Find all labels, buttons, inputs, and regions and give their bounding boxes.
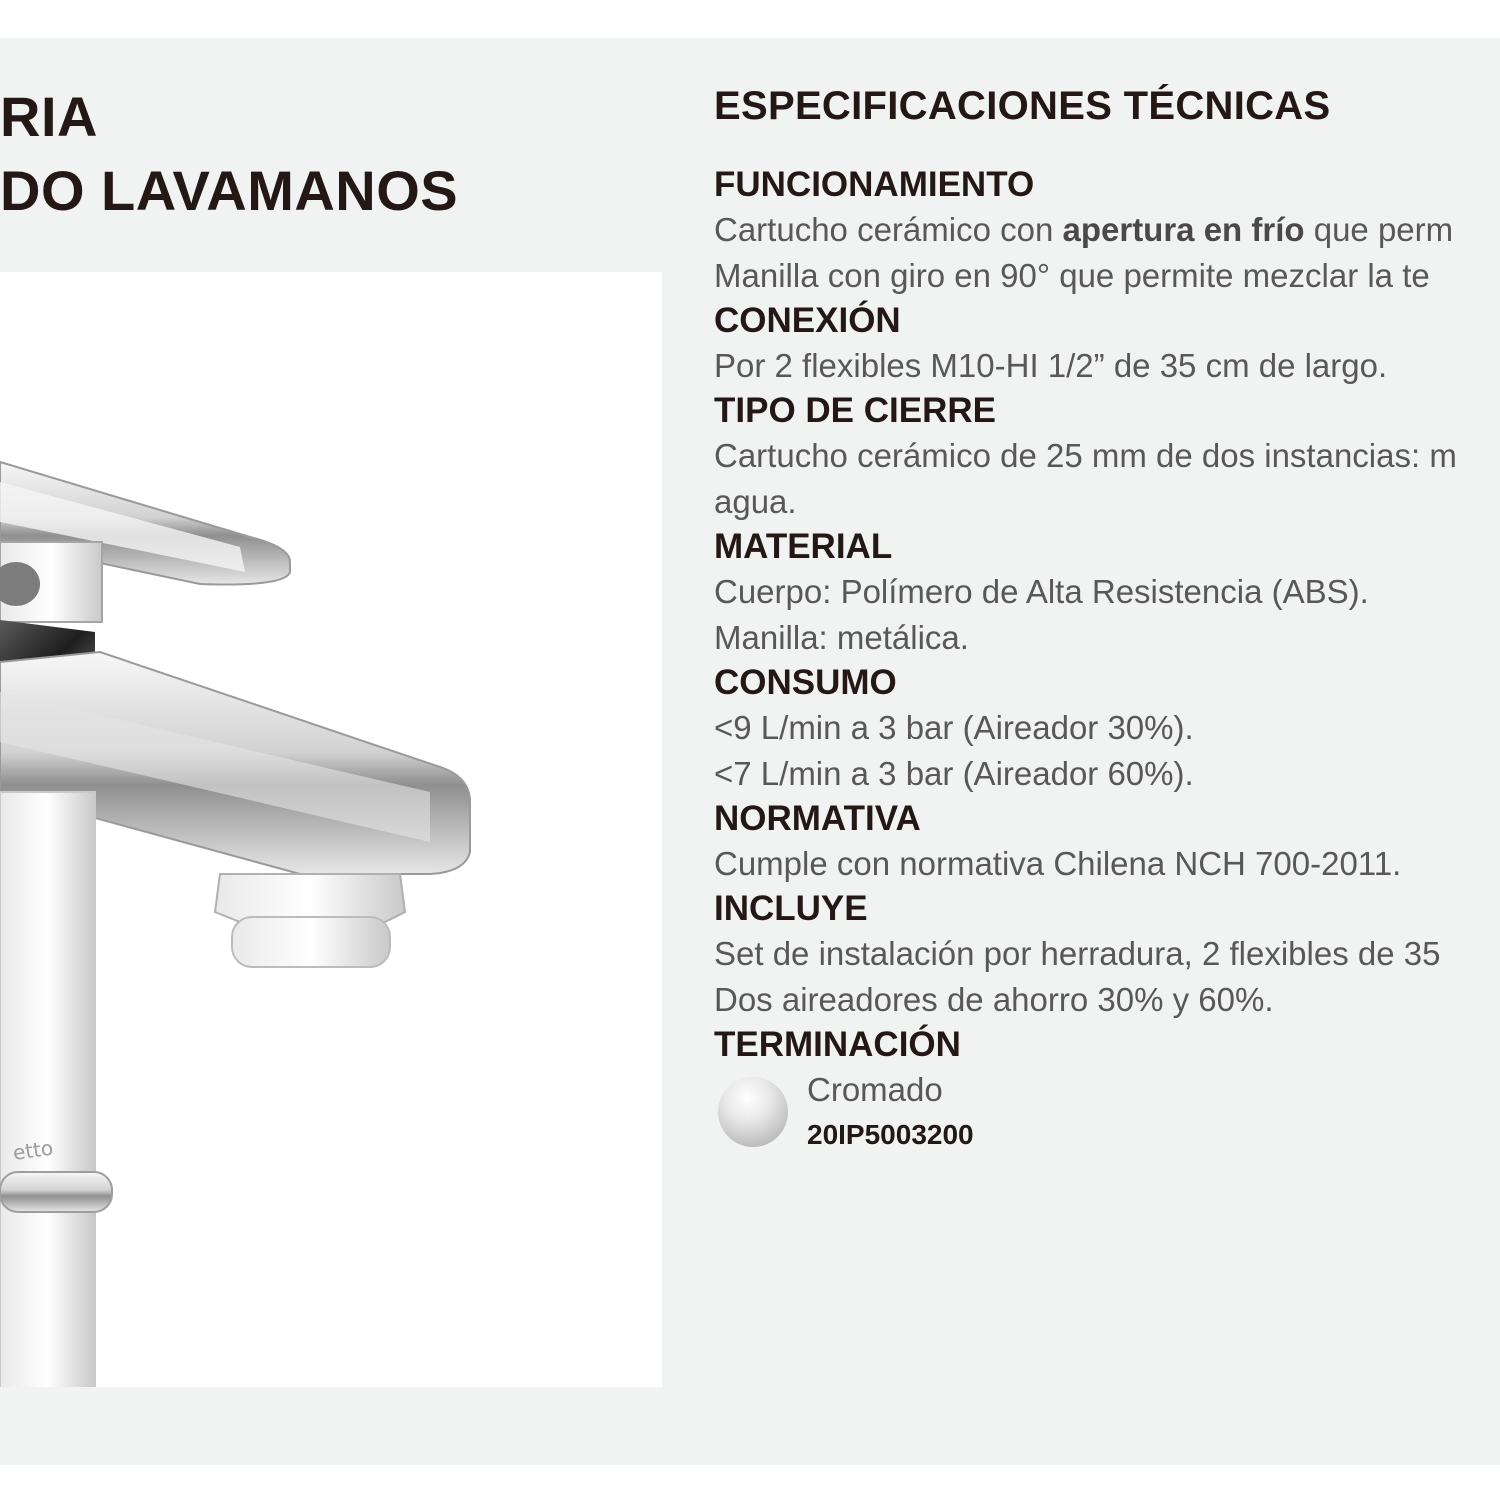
normativa-line-1: Cumple con normativa Chilena NCH 700-2011. [714,845,1402,882]
incluye-line-2: Dos aireadores de ahorro 30% y 60%. [714,981,1274,1018]
funcionamiento-line-1 [714,207,1500,253]
section-heading-consumo: CONSUMO [714,663,897,702]
tipo-cierre-line-1: Cartucho cerámico de 25 mm de dos instancias: m [714,437,1457,474]
tipo-cierre-line-2: agua. [714,483,797,520]
material-line-2: Manilla: metálica. [714,619,969,656]
incluye-line-1: Set de instalación por herradura, 2 flexibles de 35 [714,935,1441,972]
finish-code: 20IP5003200 [807,1119,974,1150]
brand-text: etto [11,1135,55,1165]
finish-option [714,1067,1500,1167]
section-heading-normativa: NORMATIVA [714,799,921,838]
section-heading-material: MATERIAL [714,527,893,566]
funcionamiento-highlight: apertura en frío [1062,211,1305,248]
technical-specifications [714,84,1500,1204]
chrome-swatch-icon [718,1077,788,1147]
funcionamiento-text-cont: que perm [1304,211,1454,248]
section-heading-terminacion: TERMINACIÓN [714,1025,961,1064]
product-photo [0,272,662,1387]
consumo-line-1: <9 L/min a 3 bar (Aireador 30%). [714,709,1194,746]
specs-title: ESPECIFICACIONES TÉCNICAS [714,84,1331,128]
material-line-1: Cuerpo: Polímero de Alta Resistencia (ABS). [714,573,1369,610]
section-heading-incluye: INCLUYE [714,889,868,928]
consumo-line-2: <7 L/min a 3 bar (Aireador 60%). [714,755,1194,792]
product-title-line-1: RIA [0,85,98,148]
finish-name: Cromado [807,1071,943,1108]
chrome-faucet-photo [0,272,662,1387]
section-heading-conexion: CONEXIÓN [714,301,901,340]
conexion-line-1: Por 2 flexibles M10-HI 1/2” de 35 cm de largo. [714,347,1388,384]
funcionamiento-text: Cartucho cerámico con [714,211,1063,248]
section-heading-tipo-cierre: TIPO DE CIERRE [714,391,996,430]
funcionamiento-line-2: Manilla con giro en 90° que permite mezclar la te [714,257,1430,294]
product-title-line-2: DO LAVAMANOS [0,159,459,222]
section-heading-funcionamiento: FUNCIONAMIENTO [714,165,1035,204]
